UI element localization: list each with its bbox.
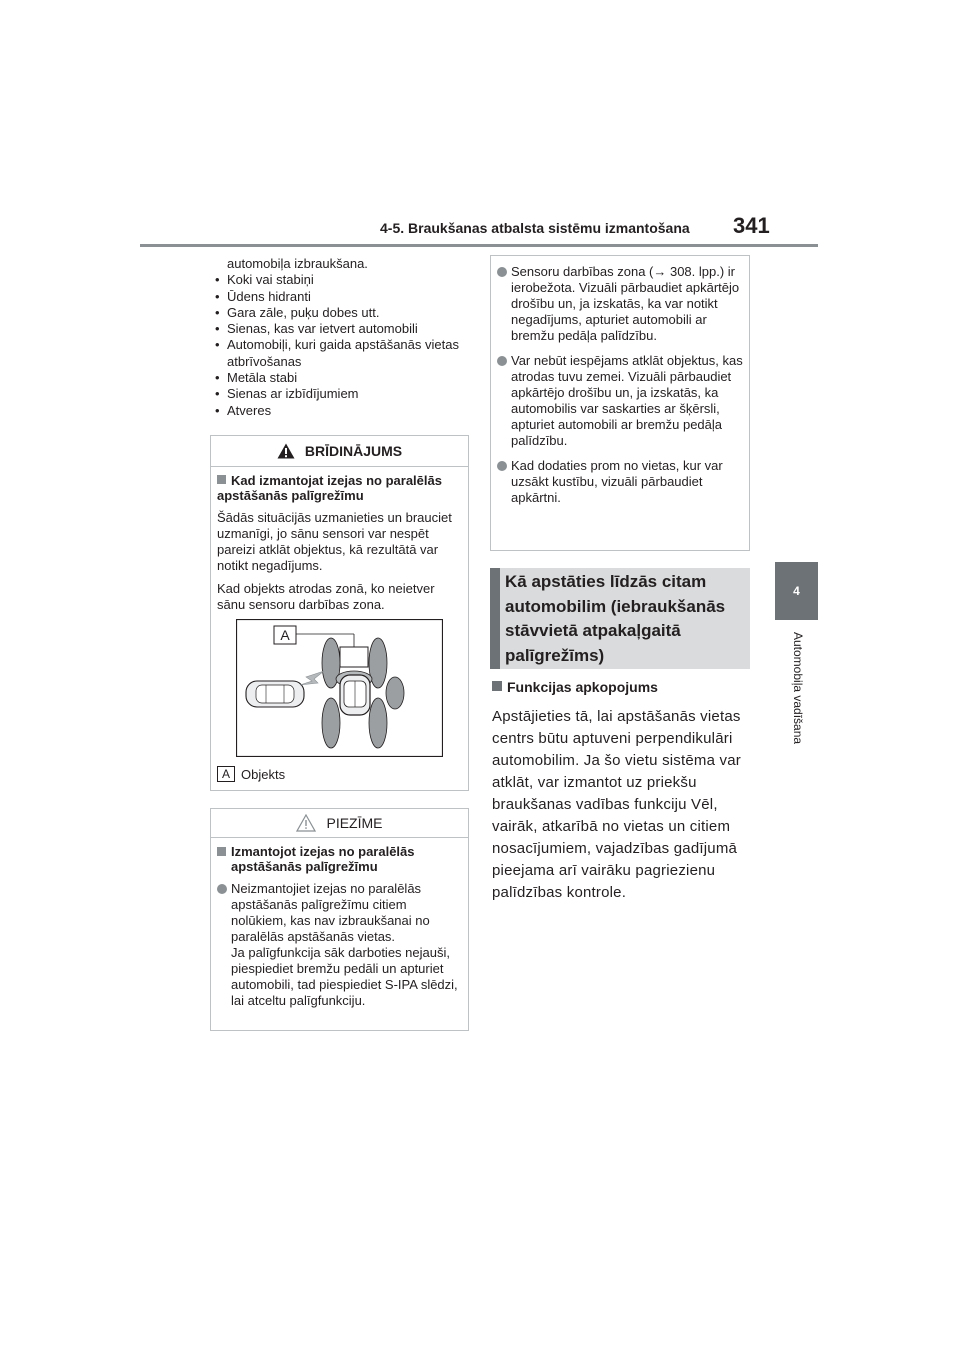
list-item: • Automobiļi, kuri gaida apstāšanās vietas atbrīvošanas (215, 337, 459, 369)
list-item: • Ūdens hidranti (215, 288, 311, 304)
note-header (211, 809, 468, 838)
info-item: Kad dodaties prom no vietas, kur var uzsākt kustību, vizuāli pārbaudiet apkārtni. (497, 458, 743, 506)
circle-bullet-icon (217, 884, 227, 894)
info-item: Var nebūt iespējams atklāt objektus, kas atrodas tuvu zemei. Vizuāli pārbaudiet apkārtējo drošību un, ja izskatās, ka automobilis var saskarties ar šķērsli, apturiet automobili ar bremžu pedāļa palīdzību. (497, 353, 743, 449)
warning-header (211, 436, 468, 467)
circle-bullet-icon (497, 356, 507, 366)
caution-outline-icon (296, 814, 316, 832)
circle-bullet-icon (497, 461, 507, 471)
chapter-tab-label-wrap (786, 632, 810, 792)
list-item: • Gara zāle, puķu dobes utt. (215, 304, 380, 320)
page-number: 341 (733, 213, 770, 238)
info-item: Sensoru darbības zona (→ 308. lpp.) ir ierobežota. Vizuāli pārbaudiet apkārtējo drošību un, ja izskatās, ka var notikt negadījums, apturiet automobili ar bremžu pedāļa palīdzību. (497, 264, 743, 344)
square-bullet-icon (492, 681, 502, 691)
warning-title: BRĪDINĀJUMS (304, 443, 403, 459)
section-header-title: 4-5. Braukšanas atbalsta sistēmu izmantošana (380, 220, 690, 236)
chapter-tab-number: 4 (775, 562, 818, 620)
figure-label-a: A (280, 627, 290, 643)
figure-legend (217, 766, 285, 782)
list-continuation: automobiļa izbraukšana. (227, 256, 368, 271)
section-body: Apstājieties tā, lai apstāšanās vietas centrs būtu aptuveni perpendikulāri automobilim. Ja šo vietu sistēma var atklāt, var izmantot uz priekšu braukšanas vadības funkciju Vēl, vairāk, atkarībā no vietas un citiem nosacījumiem, vajadzības gadījumā pieejama arī vairāku pagriezienu palīdzības kontrole. (492, 708, 741, 901)
section-heading-block (490, 568, 750, 669)
chapter-tab-label: Automobiļa vadīšana (791, 632, 805, 745)
list-item: • Sienas, kas var ietvert automobili (215, 321, 418, 337)
warning-box (210, 435, 469, 791)
legend-label-a: A (217, 766, 235, 782)
warning-subtitle: Kad izmantojat izejas no paralēlās apstāšanās palīgrežīmu (217, 473, 442, 503)
warning-paragraph: Kad objekts atrodas zonā, ko neietver sānu sensoru darbības zona. (217, 581, 435, 612)
list-item: • Sienas ar izbīdījumiem (215, 386, 359, 402)
list-item: • Koki vai stabiņi (215, 272, 314, 288)
square-bullet-icon (217, 847, 226, 856)
section-heading: Kā apstāties līdzās citam automobilim (iebraukšanās stāvvietā atpakaļgaitā palīgrežīms) (505, 572, 726, 665)
header-divider (140, 244, 818, 247)
warning-paragraph: Šādās situācijās uzmanieties un brauciet uzmanīgi, jo sānu sensori var nespēt pareizi atklāt objektus, kā rezultātā var notikt negadījums. (217, 510, 452, 573)
sensor-zone-illustration (236, 619, 443, 757)
list-item: • Atveres (215, 402, 272, 418)
warning-triangle-icon (277, 443, 295, 459)
note-title: PIEZĪME (326, 815, 383, 831)
circle-bullet-icon (497, 267, 507, 277)
note-box (210, 808, 469, 1031)
subsection-title: Funkcijas apkopojums (492, 679, 658, 695)
obstacle-list (210, 256, 470, 419)
square-bullet-icon (217, 475, 226, 484)
info-box (490, 255, 750, 551)
list-item: • Metāla stabi (215, 370, 298, 386)
note-item: Neizmantojiet izejas no paralēlās apstāšanās palīgrežīmu citiem nolūkiem, kas nav izbraukšanai no paralēlās apstāšanās vietas. Ja palīgfunkcija sāk darboties nejauši, piespiediet bremžu pedāli un apturiet automobili, tad piespiediet S-IPA slēdzi, lai atceltu palīgfunkciju. (217, 881, 462, 1009)
heading-accent-bar (490, 568, 500, 669)
legend-text: Objekts (241, 766, 286, 782)
note-subtitle: Izmantojot izejas no paralēlās apstāšanās palīgrežīmu (217, 844, 462, 874)
